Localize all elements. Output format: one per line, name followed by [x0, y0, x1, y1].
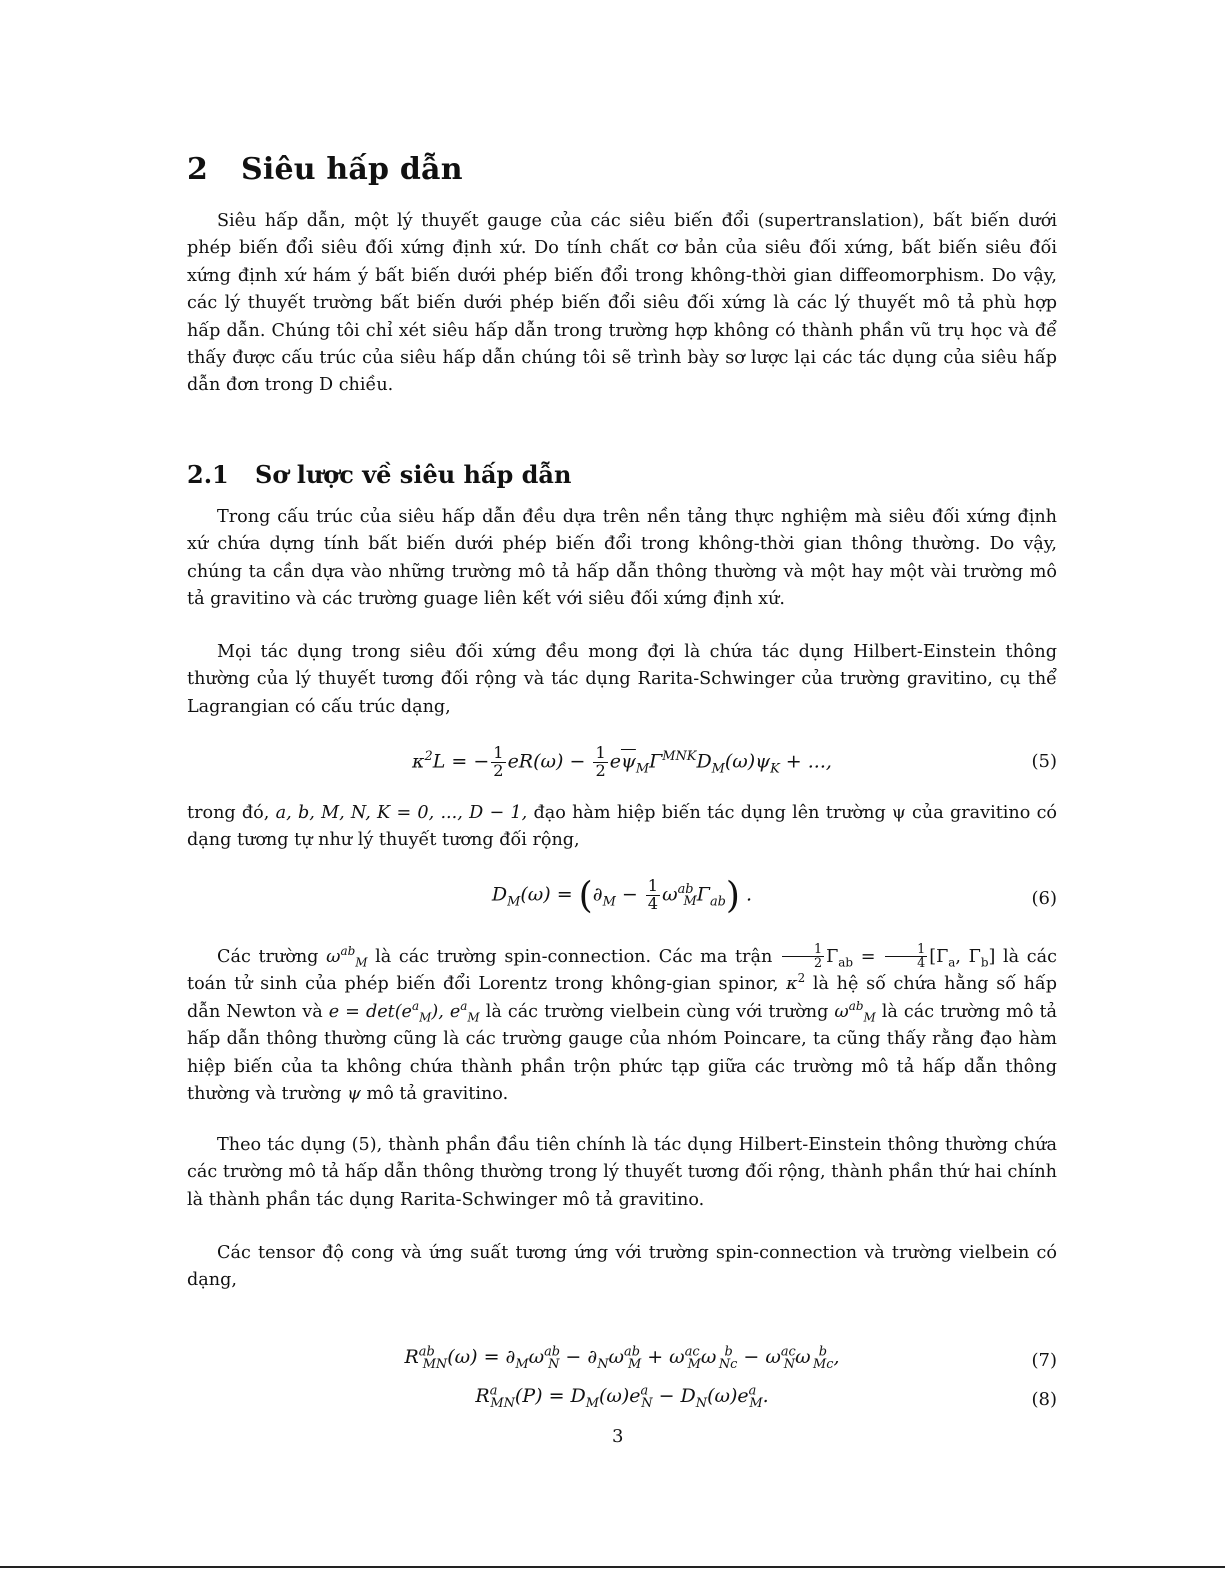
- equation-8-tag: (8): [1031, 1389, 1057, 1410]
- paragraph-4-part-f: là các trường mô tả hấp dẫn thông thường cũng là các trường gauge của nhóm Poincare, ta cũng thấy rằng đạo hàm hiệp biến của ta không chứa thành phần trộn phức tạp giữa các trường mô tả hấp dẫn thông thường và trường: [187, 1001, 1058, 1104]
- subsection-title: Sơ lược về siêu hấp dẫn: [255, 460, 572, 489]
- equation-5-tag: (5): [1031, 751, 1057, 772]
- section-title: Siêu hấp dẫn: [241, 152, 463, 187]
- subsection-heading: [187, 460, 571, 489]
- paragraph-4: Các trường $\omega^{ab}_M$ là các trường spin-connection. Các ma trận $\frac{1}{2}$ $\Gamma_{ab}$ = $\frac{1}{4}$ [$\Gamma_a$, $\Gamma_b$] là các toán tử sinh của phép biến đổi Lorentz trong không-gian spinor, $\kappa^2$ là hệ số chứa hằng số hấp dẫn Newton và $e = \det(e^a_M)$, $e^a_M$ là các trường vielbein cùng với trường $\omega^{ab}_M$ là các trường mô tả hấp dẫn thông thường cũng là các trường gauge của nhóm Poincare, ta cũng thấy rằng đạo hàm hiệp biến của ta không chứa thành phần trộn phức tạp giữa các trường mô tả hấp dẫn thông thường và trường ψ mô tả gravitino.: [187, 942, 1058, 1104]
- paragraph-4-part-e: là các trường vielbein cùng với trường: [485, 1001, 829, 1022]
- paragraph-3-rest: đạo hàm hiệp biến tác dụng lên trường ψ của gravitino: [533, 803, 1031, 823]
- paragraph-4-part-d: là hệ số chứa hằng số hấp dẫn Newton và: [187, 974, 1058, 1022]
- paragraph-6: Các tensor độ cong và ứng suất tương ứng với trường spin-connection và trường vielbein có dạng,: [187, 1243, 1057, 1291]
- equation-7-body: $R^{ab}_{MN}(\omega) = \partial_M\omega^{ab}_N - \partial_N\omega^{ab}_M + \omega^{ac}_M\omega$ $^b_{Nc} - \omega^{ac}_N\omega$ $^b_{Mc}$,: [404, 1344, 840, 1372]
- equation-5: [187, 745, 1057, 785]
- paragraph-1: Trong cấu trúc của siêu hấp dẫn đều dựa trên nền tảng thực nghiệm mà siêu đối xứng định xứ chứa dựng tính bất biến dưới phép biến đổi trong không-thời gian thông thường. Do vậy, chúng ta cần dựa vào những trường mô tả hấp dẫn thông thường và một hay một vài trường mô tả gravitino và các trường guage liên kết với siêu đối xứng định xứ.: [187, 507, 1057, 610]
- equation-6: [187, 874, 1057, 924]
- equation-8: [187, 1385, 1057, 1425]
- paragraph-4-part-b: là các trường spin-connection. Các ma trận: [375, 946, 773, 967]
- subsection-number: 2.1: [187, 460, 229, 489]
- paragraph-5: Theo tác dụng (5), thành phần đầu tiên chính là tác dụng Hilbert-Einstein thông thường chứa các trường mô tả hấp dẫn thông thường trong lý thuyết tương đối rộng, thành phần thứ hai chính là thành phần tác dụng Rarita-Schwinger mô tả gravitino.: [187, 1135, 1057, 1210]
- equation-6-body: $D_M(\omega) = (\partial_M$ − $\frac{1}{4}$ $\omega^{ab}_M\Gamma_{ab}$) .: [491, 874, 753, 917]
- equation-7-tag: (7): [1031, 1350, 1057, 1371]
- section-heading: [187, 152, 463, 187]
- paragraph-4-part-a: Các trường: [217, 946, 319, 967]
- equation-5-body: $\kappa^2L$ = − $\frac{1}{2}$ eR(ω) − $\frac{1}{2}$ $e\overline{\psi}_M\Gamma^{MNK}D_M(\omega)\psi_K$ + ...,: [412, 743, 832, 780]
- paragraph-3-indices: a, b, M, N, K = 0, ..., D − 1,: [275, 803, 528, 823]
- paragraph-3-lead: trong đó,: [187, 803, 270, 823]
- paragraph-2: Mọi tác dụng trong siêu đối xứng đều mong đợi là chứa tác dụng Hilbert-Einstein thông thường của lý thuyết tương đối rộng và tác dụng Rarita-Schwinger của trường gravitino, cụ thể Lagrangian có cấu trúc dạng,: [187, 642, 1057, 717]
- equation-6-tag: (6): [1031, 888, 1057, 909]
- paragraph-4-part-c: là các toán tử sinh của phép biến đổi Lorentz trong không-gian spinor,: [187, 946, 1057, 995]
- page-number: 3: [612, 1426, 624, 1447]
- equation-7: [187, 1346, 1057, 1386]
- paragraph-3: [187, 800, 1057, 855]
- paragraph-4-part-g: mô tả gravitino.: [366, 1083, 509, 1104]
- bottom-rule: [0, 1566, 1225, 1568]
- section-number: 2: [187, 152, 209, 187]
- equation-8-body: $R^a_{MN}(P) = D_M(\omega)e^a_N - D_N(\omega)e^a_M$.: [475, 1383, 769, 1411]
- paragraph-3-tail: có dạng tương tự như lý thuyết tương đối rộng,: [187, 803, 1058, 851]
- intro-paragraph: Siêu hấp dẫn, một lý thuyết gauge của các siêu biến đổi (supertranslation), bất biến dưới phép biến đổi siêu đối xứng định xứ. Do tính chất cơ bản của siêu đối xứng, bất biến siêu đối xứng định xứ hám ý bất biến dưới phép biến đổi trong không-thời gian diffeomorphism. Do vậy, các lý thuyết trường bất biến dưới phép biến đổi siêu đối xứng là các lý thuyết mô tả phù hợp hấp dẫn. Chúng tôi chỉ xét siêu hấp dẫn trong trường hợp không có thành phần vũ trụ học và để thấy được cấu trúc của siêu hấp dẫn chúng tôi sẽ trình bày sơ lược lại các tác dụng của siêu hấp dẫn đơn trong D chiều.: [187, 211, 1057, 396]
